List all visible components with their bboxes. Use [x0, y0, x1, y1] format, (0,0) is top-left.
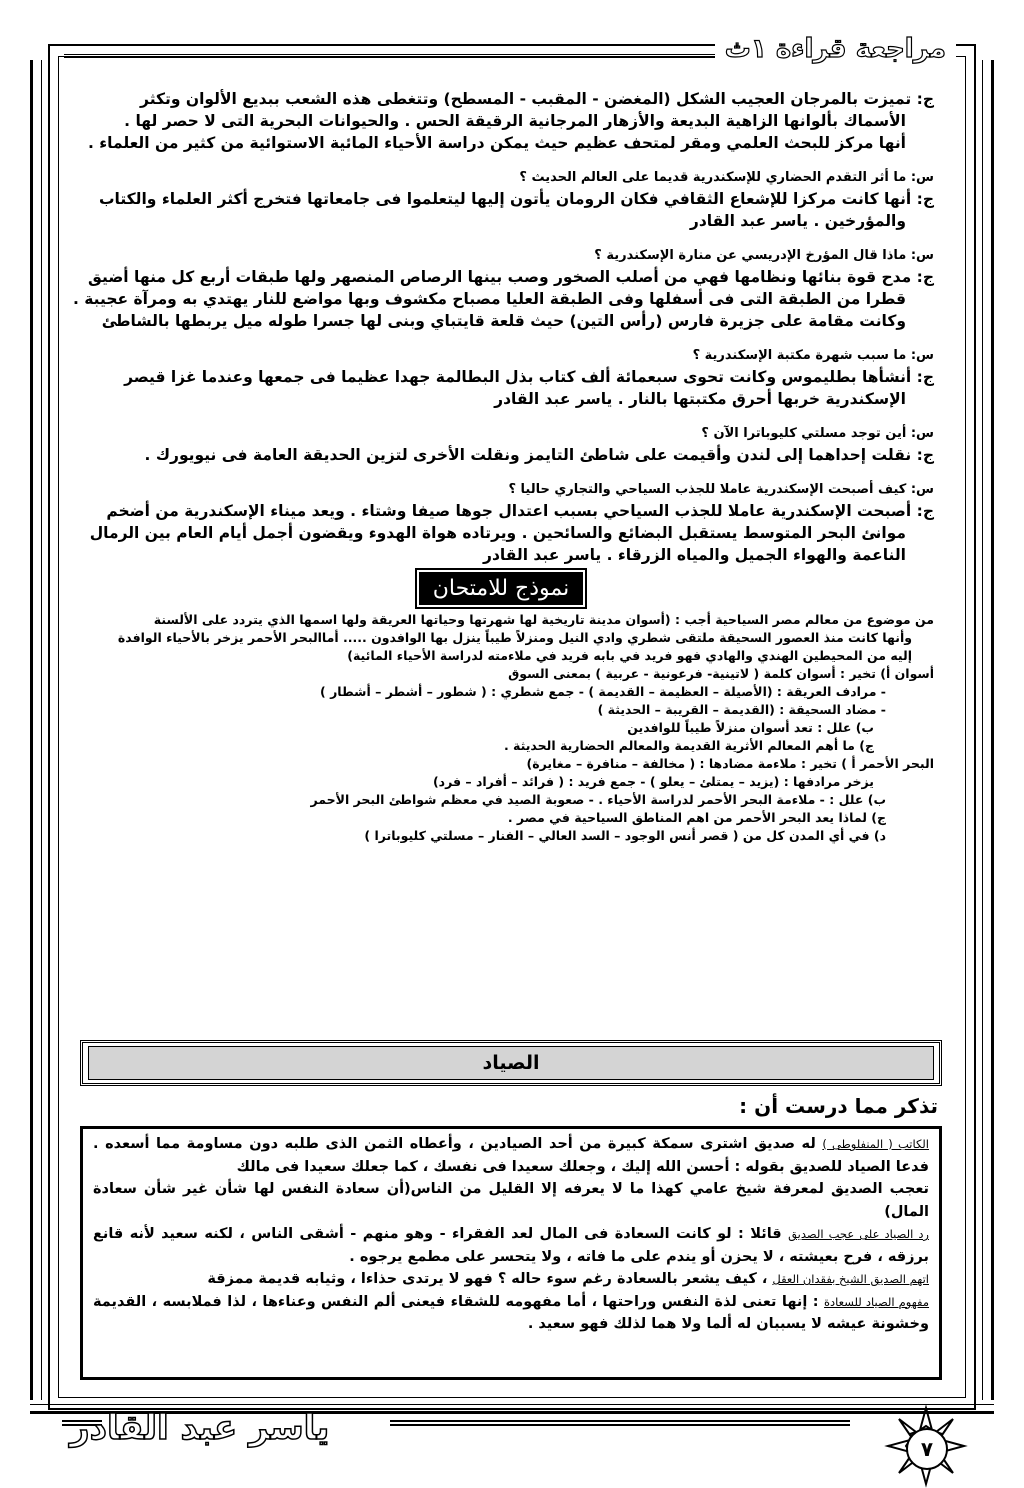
qa-content — [68, 88, 934, 845]
exam-questions — [68, 611, 934, 845]
footer-rule-right — [390, 1420, 850, 1426]
exam-model-badge: نموذج للامتحان — [419, 572, 583, 605]
exam-line: - مضاد السحيقة : (القديمة – القريبة – الحديثة ) — [597, 702, 886, 717]
answer-line: موانئ البحر المتوسط يستقبل البضائع والسائحين . ويرتاده هواة الهدوء ويقضون أجمل أيام العام بين الرمال — [89, 524, 906, 542]
answer-line: ج: أنشأها بطليموس وكانت تحوى سبعمائة ألف كتاب بذل البطالمة جهدا عظيما فى جمعها وعندما غزا قيصر — [124, 368, 934, 386]
frame-right-border — [982, 60, 994, 1400]
story-line — [93, 1133, 929, 1178]
story-label: مفهوم الصياد للسعادة — [824, 1294, 930, 1309]
story-text: قائلا : لو كانت السعادة فى المال لعد الفقراء - وهو منهم - أشقى الناس ، لكنه سعيد لأنه قانع برزقه ، فرح بعيشته ، لا يحزن أو يندم على ما فاته ، ولا يتحسر على مطمع يرجوه . — [93, 1226, 929, 1265]
qa-block — [68, 168, 934, 232]
story-line — [93, 1291, 929, 1336]
page-number: ٧ — [906, 1428, 948, 1470]
heading-rule — [64, 54, 734, 58]
answer-line: ج: مدح قوة بنائها ونظامها فهي من أصلب الصخور وصب بينها الرصاص المنصهر ولها طبقات أربع كل منها أضيق — [88, 268, 934, 286]
page-title: مراجعة قراءة ١ث — [715, 34, 956, 64]
story-line — [93, 1268, 929, 1291]
exam-line: ج) لماذا يعد البحر الأحمر من اهم المناطق السياحية في مصر . — [507, 810, 886, 825]
question-line: س: ما سبب شهرة مكتبة الإسكندرية ؟ — [692, 348, 934, 363]
qa-block — [68, 246, 934, 332]
qa-block — [68, 424, 934, 466]
question-line: س: ما أثر التقدم الحضاري للإسكندرية قديما على العالم الحديث ؟ — [519, 170, 934, 185]
answer-line: أنها مركز للبحث العلمي ومقر لمتحف عظيم حيث يمكن دراسة الأحياء المائية الاستوائية من كثير من العلماء . — [87, 134, 906, 152]
qa-block — [68, 346, 934, 410]
qa-block — [68, 480, 934, 566]
story-text: له صديق اشترى سمكة كبيرة من أحد الصيادين ، وأعطاه الثمن الذى طلبه دون مساومة مما أسعده . فدعا الصياد للصديق بقوله : أحسن الله إليك ، وجعلك سعيدا فى نفسك ، كما جعلك سعيدا فى مالك — [93, 1136, 929, 1175]
exam-line: البحر الأحمر أ ) تخير : ملاءمة مضادها : ( مخالفة – منافرة – مغايرة) — [526, 756, 934, 771]
exam-line: وأنها كانت منذ العصور السحيقة ملتقى شطري وادي النيل ومنزلاً طيباً ينزل بها الوافدون ..... أماالبحر الأحمر يزخر بالأحياء الوافدة — [117, 630, 912, 645]
story-label: رد الصياد على عجب الصديق — [788, 1227, 929, 1241]
answer-line: الأسماك بألوانها الزاهية البديعة والأزهار المرجانية الرقيقة الحس . والحيوانات البحرية التى لا حصر لها . — [124, 112, 906, 130]
answer-line: الناعمة والهواء الجميل والمياه الزرقاء . ياسر عبد القادر — [483, 546, 906, 564]
answer-line: ج: تميزت بالمرجان العجيب الشكل (المغضن - المقبب - المسطح) وتتغطى هذه الشعب ببديع الألوان وتكثر — [140, 90, 934, 108]
answer-line: ج: نقلت إحداهما إلى لندن وأقيمت على شاطئ التايمز ونقلت الأخرى لتزين الحديقة العامة فى نيويورك . — [144, 446, 934, 464]
exam-line: ب) علل : - ملاءمة البحر الأحمر لدراسة الأحياء . - صعوبة الصيد في معظم شواطئ البحر الأحمر — [310, 792, 886, 807]
exam-line: إليه من المحيطين الهندي والهادي فهو فريد في بابه فريد في ملاءمته لدراسة الأحياء المائية) — [347, 648, 912, 663]
qa-block — [68, 88, 934, 154]
question-line: س: كيف أصبحت الإسكندرية عاملا للجذب السياحي والتجاري حاليا ؟ — [508, 482, 934, 497]
section-title: الصياد — [88, 1046, 934, 1080]
remember-heading: تذكر مما درست أن : — [739, 1094, 938, 1118]
story-label: الكاتب ( المنفلوطى ) — [822, 1137, 930, 1151]
author-signature: ياسر عبد القادر — [70, 1408, 330, 1448]
question-line: س: ماذا قال المؤرخ الإدريسي عن منارة الإسكندرية ؟ — [594, 248, 934, 263]
exam-line: - مرادف العريقة : (الأصيلة – العظيمة – القديمة ) - جمع شطري : ( شطور – أشطر – أشطار ) — [320, 684, 886, 699]
answer-line: وكانت مقامة على جزيرة فارس (رأس التين) حيث قلعة قايتباي وبنى لها جسرا طوله ميل يربطها بالشاطئ — [101, 312, 906, 330]
question-line: س: أين توجد مسلتي كليوباترا الآن ؟ — [701, 426, 934, 441]
exam-line: أسوان أ) تخير : أسوان كلمة ( لاتينية- فرعونية - عربية ) بمعنى السوق — [508, 666, 934, 681]
exam-line: ب) علل : تعد أسوان منزلاً طيباً للوافدين — [627, 720, 874, 735]
story-text: : إنها تعنى لذة النفس وراحتها ، أما مفهومه للشقاء فيعنى ألم النفس وعناءها ، لذا فملابسه ، القديمة وخشونة عيشه لا يسببان له ألما ولا هما لذلك فهو سعيد . — [93, 1293, 929, 1332]
answer-line: ج: أنها كانت مركزا للإشعاع الثقافي فكان الرومان يأتون إليها ليتعلموا فى جامعاتها فتخرج أكثر العلماء والكتاب — [98, 190, 934, 208]
answer-line: ج: أصبحت الإسكندرية عاملا للجذب السياحي بسبب اعتدال جوها صيفا وشتاء . ويعد ميناء الإسكندرية من أضخم — [106, 502, 934, 520]
exam-line: من موضوع من معالم مصر السياحية أجب : (أسوان مدينة تاريخية لها شهرتها وحياتها العريقة ولها اسمها الذي يتردد على الألسنة — [153, 612, 934, 627]
frame-left-border — [30, 60, 42, 1400]
story-summary-box — [80, 1126, 942, 1380]
exam-line: د) في أي المدن كل من ( قصر أنس الوجود – السد العالي – الفنار – مسلتي كليوباترا ) — [364, 828, 886, 843]
story-line — [93, 1223, 929, 1268]
answer-line: الإسكندرية خربها أحرق مكتبتها بالنار . ياسر عبد القادر — [494, 390, 906, 408]
story-text: تعجب الصديق لمعرفة شيخ عامي كهذا ما لا يعرفه إلا القليل من الناس(أن سعادة النفس لها شأن غير شأن سعادة المال) — [93, 1181, 929, 1220]
exam-line: ج) ما أهم المعالم الأثرية القديمة والمعالم الحضارية الحديثة . — [503, 738, 874, 753]
story-line — [93, 1178, 929, 1223]
story-label: اتهم الصديق الشيخ بفقدان العقل — [772, 1272, 929, 1286]
answer-line: والمؤرخين . ياسر عبد القادر — [689, 212, 906, 230]
story-text: ، كيف يشعر بالسعادة رغم سوء حاله ؟ فهو لا يرتدى حذاءا ، وثيابه قديمة ممزقة — [207, 1271, 773, 1287]
answer-line: قطرا من الطبقة التى فى أسفلها وفى الطبقة العليا مصباح مكشوف وبها مواضع للنار يهتدي به ومرآة عجيبة . — [72, 290, 906, 308]
exam-line: يزخر مرادفها : (يزيد – يمتلئ – يعلو ) - جمع فريد : ( فرائد – أفراد – فرد) — [432, 774, 874, 789]
